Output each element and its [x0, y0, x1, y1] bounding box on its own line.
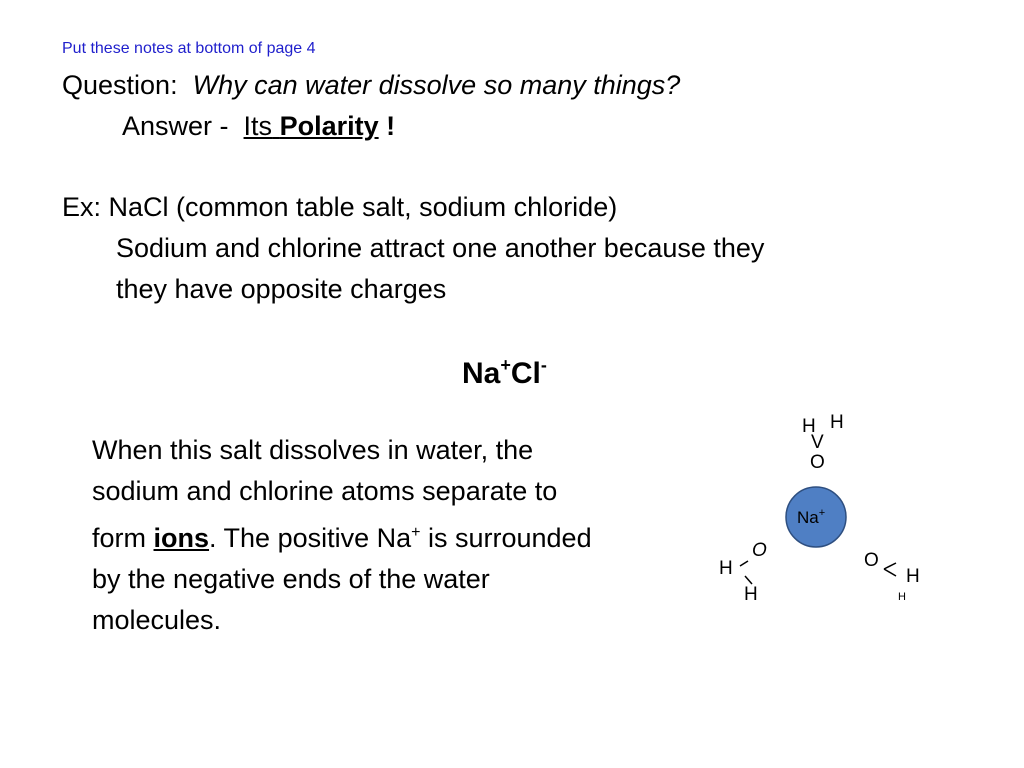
question-label: Question: [62, 70, 178, 100]
left-bond-1 [740, 561, 748, 566]
sodium-ion-label: Na+ [797, 507, 826, 527]
left-h1: H [719, 558, 733, 579]
para-part-1: When this salt dissolves in water, the sodium and chlorine atoms separate to form [92, 435, 558, 553]
right-h2: H [898, 591, 906, 603]
hydration-diagram [700, 400, 940, 620]
para-ions: ions [153, 523, 210, 553]
formula-cl: Cl [510, 357, 541, 390]
para-part-2: . The positive Na [209, 523, 412, 553]
top-h2: H [830, 412, 844, 433]
left-oxygen: O [752, 540, 767, 561]
left-h2: H [744, 584, 758, 605]
example-line-3: they have opposite charges [116, 274, 447, 304]
answer-its: Its [243, 111, 273, 141]
top-h1: H [802, 416, 816, 437]
formula-na: Na [462, 357, 501, 390]
question-text: Why can water dissolve so many things? [192, 70, 681, 100]
page-note: Put these notes at bottom of page 4 [62, 40, 316, 57]
nacl-formula [462, 355, 547, 391]
right-oxygen: O [864, 550, 879, 571]
right-bond-2 [884, 569, 896, 576]
right-h1: H [906, 566, 920, 587]
answer-prefix: Answer - [122, 111, 229, 141]
formula-na-charge: + [500, 355, 511, 375]
question-line [62, 68, 680, 102]
example-line-1: Ex: NaCl (common table salt, sodium chloride) [62, 192, 618, 222]
answer-underlined [244, 111, 379, 141]
example-line-2: Sodium and chlorine attract one another because they [116, 233, 765, 263]
right-bond-1 [884, 563, 896, 569]
answer-line [122, 109, 395, 143]
answer-polarity: Polarity [279, 111, 379, 141]
top-oxygen: O [810, 452, 825, 473]
left-bond-2 [745, 576, 752, 584]
dissolve-paragraph [92, 430, 612, 641]
para-charge: + [411, 524, 421, 541]
top-bond-v: V [811, 432, 824, 453]
answer-exclamation: ! [386, 111, 396, 141]
formula-cl-charge: - [540, 355, 547, 375]
para-part-3: is surrounded by the negative ends of the water molecules. [92, 523, 592, 635]
